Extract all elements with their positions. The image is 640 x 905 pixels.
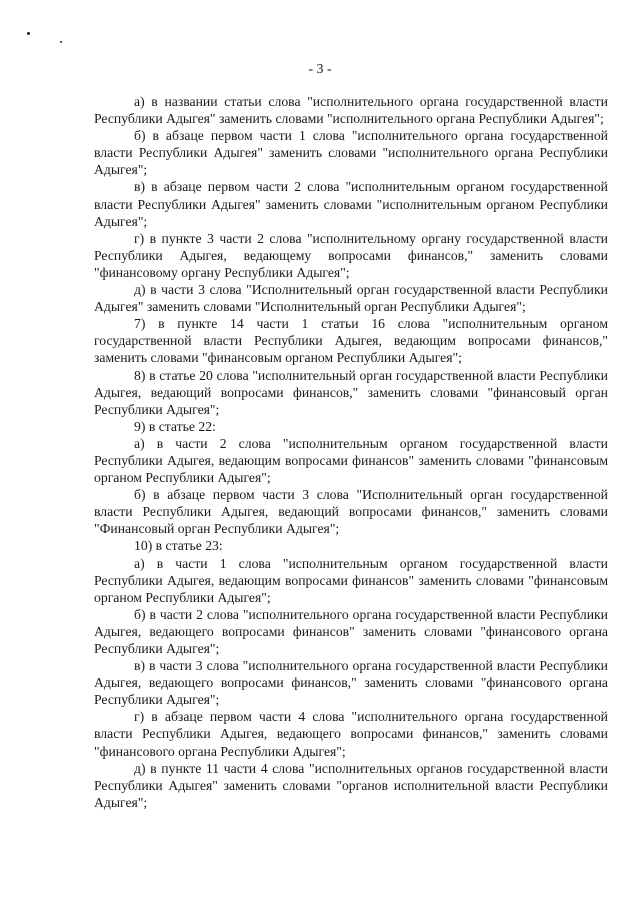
paragraph: в) в абзаце первом части 2 слова "исполнительным органом государственной власти Республики Адыгея" заменить словами "исполнительным органом Республики Адыгея"; — [94, 179, 608, 229]
paragraph: 10) в статье 23: — [134, 538, 223, 554]
paragraph: б) в абзаце первом части 1 слова "исполнительного органа государственной власти Республики Адыгея" заменить словами "исполнительного органа Республики Адыгея"; — [94, 128, 608, 178]
paragraph: а) в части 1 слова "исполнительным органом государственной власти Республики Адыгея, ведающим вопросами финансов" заменить словами "финансовым органом Республики Адыгея"; — [94, 555, 608, 605]
scan-speck — [27, 32, 30, 35]
paragraph: в) в части 3 слова "исполнительного органа государственной власти Республики Адыгея, ведающего вопросами финансов," заменить словами "финансового органа Республики Адыгея"; — [94, 658, 608, 708]
paragraph: а) в части 2 слова "исполнительным органом государственной власти Республики Адыгея, ведающим вопросами финансов" заменить словами "финансовым органом Республики Адыгея"; — [94, 435, 608, 486]
paragraph: г) в абзаце первом части 4 слова "исполнительного органа государственной власти Республики Адыгея, ведающего вопросами финансов," заменить словами "финансового органа Республики Адыгея"; — [94, 709, 608, 759]
scan-speck — [60, 41, 62, 43]
paragraph: г) в пункте 3 части 2 слова "исполнительному органу государственной власти Республики Адыгея, ведающему вопросами финансов," заменить словами "финансовому органу Республики Адыгея"; — [94, 230, 608, 280]
paragraph: д) в части 3 слова "Исполнительный орган государственной власти Республики Адыгея" заменить словами "Исполнительный орган Республики Адыгея"; — [94, 282, 608, 315]
page-number: - 3 - — [308, 62, 332, 77]
paragraph: б) в части 2 слова "исполнительного органа государственной власти Республики Адыгея, ведающего вопросами финансов" заменить словами "финансового органа Республики Адыгея"; — [94, 606, 608, 656]
paragraph: 8) в статье 20 слова "исполнительный орган государственной власти Республики Адыгея, ведающий вопросами финансов," заменить словами "финансовый орган Республики Адыгея"; — [94, 367, 608, 417]
paragraph: а) в названии статьи слова "исполнительного органа государственной власти Республики Адыгея" заменить словами "исполнительного органа Республики Адыгея"; — [94, 94, 608, 127]
paragraph: 9) в статье 22: — [134, 418, 216, 434]
paragraph: б) в абзаце первом части 3 слова "Исполнительный орган государственной власти Республики Адыгея, ведающий вопросами финансов," заменить словами "Финансовый орган Республики Адыгея"; — [94, 487, 608, 537]
paragraph: д) в пункте 11 части 4 слова "исполнительных органов государственной власти Республики Адыгея" заменить словами "органов исполнительной власти Республики Адыгея"; — [94, 760, 608, 810]
paragraph: 7) в пункте 14 части 1 статьи 16 слова "исполнительным органом государственной власти Республики Адыгея, ведающим вопросами финансов," заменить словами "финансовым органом Республики Адыгея"; — [94, 316, 608, 366]
document-body — [94, 93, 608, 811]
